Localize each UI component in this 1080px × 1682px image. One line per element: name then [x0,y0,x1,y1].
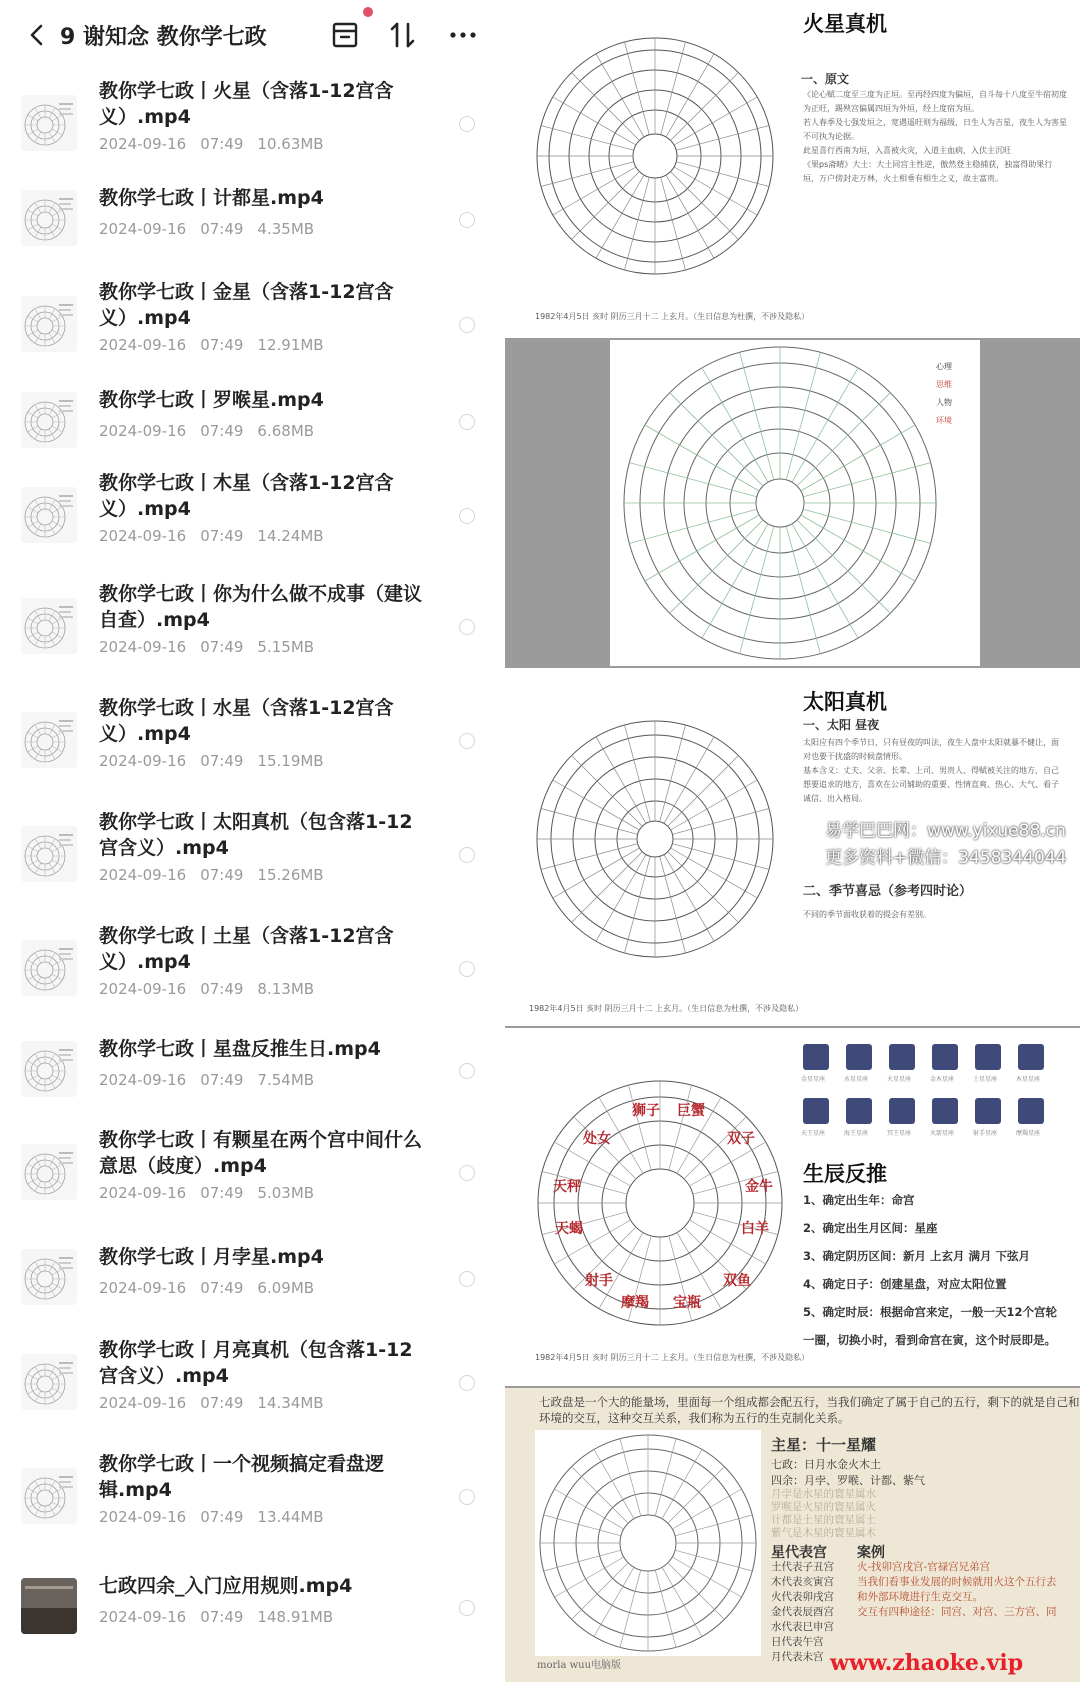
file-date: 2024-09-16 [99,135,187,153]
remainder-text: 紫气是木星的寰星属木 [771,1527,876,1539]
file-name: 教你学七政丨有颗星在两个宫中间什么意思（歧度）.mp4 [99,1129,423,1177]
case-text: 交互有四种途径：同宫、对宫、三方宫、同 [857,1606,1057,1618]
slide-title: 火星真机 [803,12,887,36]
select-radio[interactable] [459,212,475,228]
palace-text: 月代表未宫 [771,1651,824,1663]
select-radio[interactable] [459,733,475,749]
file-size: 7.54MB [257,1071,315,1089]
file-size: 8.13MB [257,980,315,998]
select-radio[interactable] [459,1489,475,1505]
file-name: 教你学七政丨一个视频搞定看盘逻辑.mp4 [99,1453,385,1501]
file-row[interactable] [0,581,505,671]
legend-label: 思维 [936,380,952,389]
zodiac-icon [1018,1098,1044,1124]
zodiac-icon-label: 火星星座 [887,1076,912,1083]
palace-text: 水代表巳申宫 [771,1621,834,1633]
video-thumbnail [21,1249,77,1305]
file-meta [99,1508,324,1526]
top-bar [0,0,505,70]
file-row[interactable] [0,809,505,899]
file-size: 13.44MB [257,1508,324,1526]
file-time: 07:49 [200,866,244,884]
legend-label: 心理 [936,362,952,371]
video-thumbnail [21,392,77,448]
file-time: 07:49 [200,336,244,354]
file-name: 教你学七政丨星盘反推生日.mp4 [99,1038,381,1060]
select-radio[interactable] [459,961,475,977]
file-size: 14.24MB [257,527,324,545]
watermark-text: 更多资料+微信：3458344044 [825,848,1067,868]
file-row[interactable] [0,1244,505,1308]
file-time: 07:49 [200,1184,244,1202]
file-size: 5.03MB [257,1184,315,1202]
file-meta [99,1279,314,1297]
file-size: 6.68MB [257,422,315,440]
legend-label: 人物 [936,398,952,407]
zodiac-icon-label: 火箭星座 [930,1130,955,1137]
preview-seven-governors [505,1388,1080,1682]
file-time: 07:49 [200,1394,244,1412]
file-name: 教你学七政丨你为什么做不成事（建议自查）.mp4 [99,583,423,631]
slide-footer: 1982年4月5日 亥时 阴历三月十二 上玄月。（生日信息为杜撰，不涉及隐私） [535,1353,810,1362]
notification-badge [363,7,373,17]
palace-text: 日代表午宫 [771,1636,824,1648]
file-size: 14.34MB [257,1394,324,1412]
zodiac-label: 宝瓶 [673,1295,701,1311]
four-remainders-text: 四余：月孛、罗喉、计都、紫气 [771,1474,925,1487]
zodiac-icon-label: 天王星座 [801,1130,826,1137]
file-row[interactable] [0,1451,505,1541]
file-meta [99,866,324,884]
file-meta [99,527,324,545]
body-text: 对也要干扰盛的时候盘情形。 [803,752,907,761]
section-heading: 一、原文 [801,72,850,86]
file-meta [99,1608,333,1626]
body-text: 此星喜行西南为垣，入喜被火灾，入道主血病，入伏主沉旺 [803,146,1011,155]
intro-text: 环境的交互，这种交互关系，我们称为五行的生克制化关系。 [539,1411,850,1425]
file-row[interactable] [0,470,505,560]
select-radio[interactable] [459,414,475,430]
zodiac-icon [846,1098,872,1124]
file-meta [99,135,324,153]
zodiac-icon-label: 海王星座 [844,1130,869,1137]
file-size: 15.26MB [257,866,324,884]
file-name: 教你学七政丨火星（含落1-12宫含义）.mp4 [99,80,394,128]
select-radio[interactable] [459,116,475,132]
file-time: 07:49 [200,1508,244,1526]
astrology-chart-image [535,714,775,964]
seven-governors-text: 七政：日月水金火木土 [771,1458,881,1471]
select-radio[interactable] [459,508,475,524]
slide-footer: 1982年4月5日 亥时 阴历三月十二 上玄月。（生日信息为杜撰，不涉及隐私） [535,312,810,321]
zodiac-icon-label: 水星星座 [844,1076,869,1083]
remainder-text: 计都是土星的寰星属土 [771,1514,876,1526]
file-size: 148.91MB [257,1608,334,1626]
file-name: 教你学七政丨月亮真机（包含落1-12宫含义）.mp4 [99,1339,413,1387]
file-size: 15.19MB [257,752,324,770]
file-date: 2024-09-16 [99,220,187,238]
video-thumbnail [21,190,77,246]
file-date: 2024-09-16 [99,980,187,998]
file-date: 2024-09-16 [99,1508,187,1526]
file-row[interactable] [0,387,505,451]
file-meta [99,638,314,656]
file-time: 07:49 [200,1071,244,1089]
zodiac-label: 双子 [727,1131,755,1147]
file-row[interactable] [0,1036,505,1100]
zodiac-icon-label: 木星星座 [1016,1076,1041,1083]
file-date: 2024-09-16 [99,752,187,770]
archive-icon[interactable] [328,18,362,52]
file-date: 2024-09-16 [99,1394,187,1412]
file-size: 10.63MB [257,135,324,153]
chart-card [535,1430,761,1656]
slide-title: 生辰反推 [803,1162,887,1186]
file-name: 教你学七政丨太阳真机（包含落1-12宫含义）.mp4 [99,811,413,859]
file-date: 2024-09-16 [99,1071,187,1089]
zodiac-icon [803,1044,829,1070]
select-radio[interactable] [459,1165,475,1181]
file-row[interactable] [0,78,505,168]
step-text: 一圈，切换小时，看到命宫在寅，这个时辰即是。 [803,1333,1056,1347]
select-radio[interactable] [459,317,475,333]
zodiac-label: 天秤 [553,1179,581,1195]
video-thumbnail [21,598,77,654]
video-thumbnail [21,826,77,882]
intro-text: 七政盘是一个大的能量场，里面每一个组成都会配五行，当我们确定了属于自己的五行，剩下的就是自己和 [539,1395,1080,1409]
step-text: 1、确定出生年：命宫 [803,1193,915,1207]
file-meta [99,422,314,440]
file-date: 2024-09-16 [99,1279,187,1297]
file-meta [99,1071,314,1089]
body-text: 想要追求的地方，喜欢在公司辅助的重要、性情直爽、热心、大气、看子 [803,780,1059,789]
file-row[interactable] [0,923,505,1013]
file-size: 5.15MB [257,638,315,656]
case-text: 当我们看事业发展的时候就用火这个五行去 [857,1576,1057,1588]
file-row[interactable] [0,1573,505,1637]
zodiac-icon-label: 金星星座 [801,1076,826,1083]
file-name: 教你学七政丨木星（含落1-12宫含义）.mp4 [99,472,394,520]
file-time: 07:49 [200,1279,244,1297]
file-date: 2024-09-16 [99,422,187,440]
preview-mars [505,0,1080,338]
zodiac-label: 狮子 [632,1103,660,1119]
select-radio[interactable] [459,847,475,863]
file-row[interactable] [0,1127,505,1217]
site-watermark: www.zhaoke.vip [830,1650,1024,1676]
file-name: 教你学七政丨月孛星.mp4 [99,1246,324,1268]
select-radio[interactable] [459,1063,475,1079]
video-thumbnail [21,1354,77,1410]
credit-text: morla wuu电脑版 [537,1660,622,1671]
file-name: 教你学七政丨计都星.mp4 [99,187,324,209]
zodiac-label: 天蝎 [555,1221,583,1237]
zodiac-icon-label: 摩羯星座 [1016,1130,1041,1137]
file-date: 2024-09-16 [99,527,187,545]
palace-heading: 星代表宫 [771,1545,827,1561]
palace-text: 火代表卯戌宫 [771,1591,834,1603]
file-time: 07:49 [200,980,244,998]
main-star-heading: 主星：十一星耀 [771,1436,877,1454]
file-time: 07:49 [200,220,244,238]
slide-footer: 1982年4月5日 亥时 阴历三月十二 上玄月。（生日信息为杜撰，不涉及隐私） [529,1004,804,1013]
file-row[interactable] [0,185,505,249]
preview-collage [505,0,1080,1682]
legend-label: 环境 [936,416,952,425]
file-name: 教你学七政丨土星（含落1-12宫含义）.mp4 [99,925,394,973]
body-text: 为正旺，踢殃宫偏属四垣为外垣，经上度宿为垣。 [803,104,979,113]
section-heading: 一、太阳 昼夜 [803,718,880,732]
video-thumbnail [21,487,77,543]
file-date: 2024-09-16 [99,1608,187,1626]
file-row[interactable] [0,695,505,785]
file-row[interactable] [0,1337,505,1427]
body-text: 诚信、出入格局。 [803,794,867,803]
file-meta [99,752,324,770]
video-thumbnail [21,95,77,151]
file-meta [99,336,324,354]
video-thumbnail [21,296,77,352]
video-thumbnail [21,1144,77,1200]
file-size: 12.91MB [257,336,324,354]
select-radio[interactable] [459,1600,475,1616]
file-size: 4.35MB [257,220,315,238]
zodiac-icon [889,1044,915,1070]
file-date: 2024-09-16 [99,638,187,656]
body-text: 不可执为论据。 [803,132,859,141]
zodiac-label: 双鱼 [723,1273,751,1289]
astrology-chart-image [535,1430,761,1656]
file-time: 07:49 [200,135,244,153]
case-text: 火-找卯宫戌宫-官禄宫兄弟宫 [857,1561,991,1573]
watermark-text: 易学巴巴网：www.yixue88.cn [825,821,1066,841]
file-meta [99,1184,314,1202]
video-thumbnail [21,1578,77,1634]
zodiac-icon-label: 金木星座 [930,1076,955,1083]
file-date: 2024-09-16 [99,336,187,354]
astrology-chart-image [620,342,940,664]
zodiac-label: 摩羯 [621,1295,649,1311]
remainder-text: 罗喉是火星的寰星属火 [771,1501,876,1513]
zodiac-icon [932,1044,958,1070]
chevron-left-icon[interactable] [22,20,52,50]
file-name: 教你学七政丨金星（含落1-12宫含义）.mp4 [99,281,394,329]
step-text: 3、确定阴历区间：新月 上玄月 满月 下弦月 [803,1249,1031,1263]
step-text: 5、确定时辰：根据命宫来定，一般一天12个宫轮 [803,1305,1058,1319]
file-time: 07:49 [200,527,244,545]
preview-sun [505,668,1080,1026]
body-text: 垣，万户傍封走万林，火土相垂有相生之义，故主富贵。 [803,174,1003,183]
zodiac-label: 射手 [585,1273,613,1289]
file-name: 教你学七政丨罗喉星.mp4 [99,389,324,411]
palace-text: 木代表亥寅宫 [771,1576,834,1588]
more-dots-icon[interactable] [446,18,480,52]
zodiac-icon-label: 射手星座 [973,1130,998,1137]
case-heading: 案例 [857,1545,885,1561]
slide-title: 太阳真机 [803,690,887,714]
case-text: 和外部环境进行生克交互。 [857,1591,983,1603]
body-text: 太阳应有四个季节日，只有昼夜的叫法，夜生人盘中太阳就暴不健让，面 [803,738,1059,747]
astrology-chart-image [535,8,775,293]
file-size: 6.09MB [257,1279,315,1297]
file-date: 2024-09-16 [99,866,187,884]
select-radio[interactable] [459,1271,475,1287]
file-time: 07:49 [200,1608,244,1626]
zodiac-icon [1018,1044,1044,1070]
zodiac-icon [889,1098,915,1124]
body-text: 不同的季节面收获着的提会有差别。 [803,910,931,919]
step-text: 2、确定出生月区间：星座 [803,1221,938,1235]
video-thumbnail [21,940,77,996]
file-list-panel [0,0,505,1682]
zodiac-label: 巨蟹 [677,1103,705,1119]
sort-icon[interactable] [386,18,420,52]
video-thumbnail [21,1041,77,1097]
file-meta [99,220,314,238]
file-name: 教你学七政丨水星（含落1-12宫含义）.mp4 [99,697,394,745]
zodiac-icon [975,1098,1001,1124]
remainder-text: 月孛是水星的寰星属水 [771,1488,876,1500]
video-thumbnail [21,712,77,768]
zodiac-icon-label: 土星星座 [973,1076,998,1083]
step-text: 4、确定日子：创建星盘，对应太阳位置 [803,1277,1007,1291]
zodiac-icon [846,1044,872,1070]
body-text: 《论心赋二度至三度为正垣。至再经四度为偏垣，自斗每十八度至牛宿初度 [803,90,1067,99]
preview-chart [505,338,1080,668]
zodiac-icon-label: 冥王星座 [887,1130,912,1137]
body-text: 基本含义：丈夫、父亲、长辈、上司、男贵人、得赋被关注的地方，自己 [803,766,1059,775]
file-name: 七政四余_入门应用规则.mp4 [99,1575,353,1597]
palace-text: 金代表辰酉宫 [771,1606,834,1618]
zodiac-label: 金牛 [745,1179,773,1195]
file-time: 07:49 [200,422,244,440]
zodiac-icon [975,1044,1001,1070]
zodiac-icon [803,1098,829,1124]
section-heading: 二、季节喜忌（参考四时论） [803,884,973,899]
page-title: 9 谢知念 教你学七政 [60,25,267,50]
file-row[interactable] [0,279,505,369]
zodiac-chart-image [535,1078,785,1328]
file-meta [99,1394,324,1412]
body-text: 若人春季及七强发垣之，宽遇遥旺则为福级，日生人为吉星，夜生人为害星 [803,118,1067,127]
video-thumbnail [21,1468,77,1524]
file-meta [99,980,314,998]
file-date: 2024-09-16 [99,1184,187,1202]
select-radio[interactable] [459,1375,475,1391]
body-text: 《果ps斋晴》大土：大土同宫主性逆，傲然登主稳捕获，独富得助果行 [803,160,1053,169]
file-time: 07:49 [200,638,244,656]
preview-birth-inference [505,1028,1080,1386]
zodiac-label: 白羊 [741,1221,769,1237]
zodiac-label: 处女 [583,1131,611,1147]
palace-text: 土代表子丑宫 [771,1561,834,1573]
zodiac-icon [932,1098,958,1124]
file-time: 07:49 [200,752,244,770]
select-radio[interactable] [459,619,475,635]
